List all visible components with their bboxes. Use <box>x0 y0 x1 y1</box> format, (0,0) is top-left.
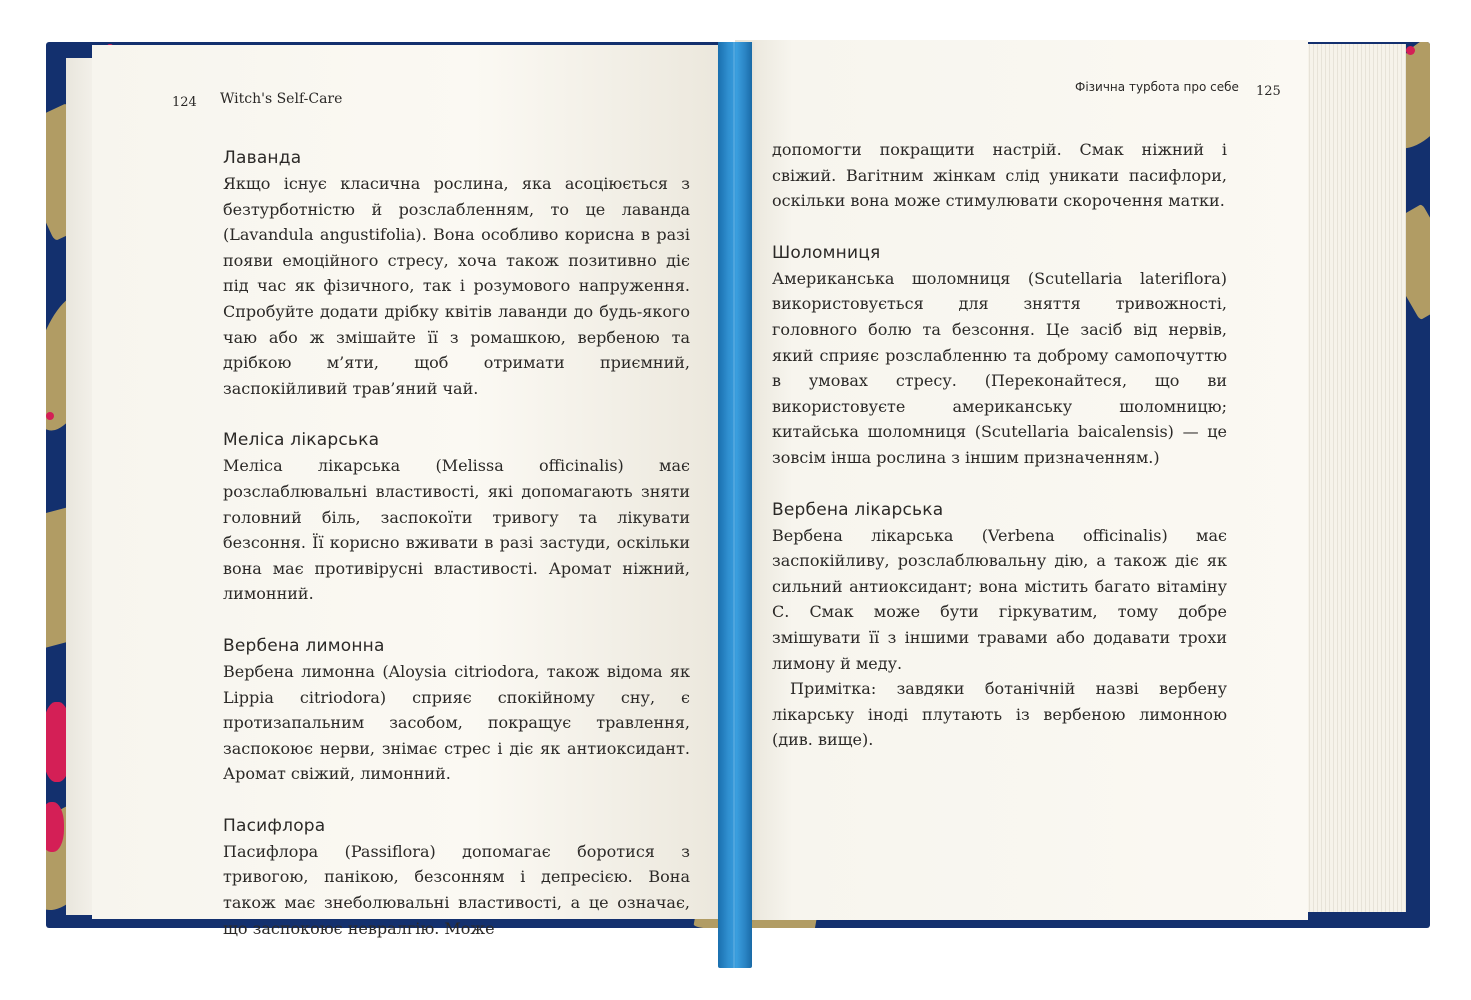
bookmark-ribbon-highlight <box>733 42 735 968</box>
cover-berry-decoration <box>46 412 54 420</box>
section-text: Вербена лимонна (Aloysia citriodora, також відома як Lippia citriodora) сприяє спокійному сну, є протизапальним засобом, покращує травлення, заспокоює нерви, знімає стрес і діє як антиоксидант. Аромат свіжий, лимонний. <box>223 661 690 784</box>
continuation-text: допомогти покращити настрій. Смак ніжний і свіжий. Вагітним жінкам слід уникати пасифлори, оскільки вона може стимулювати скорочення матки. <box>772 140 1227 211</box>
section-skullcap <box>772 240 1227 471</box>
section-vervain <box>772 497 1227 753</box>
left-page <box>92 45 730 938</box>
section-heading: Вербена лікарська <box>772 499 944 520</box>
left-page-number: 124 <box>172 95 197 110</box>
right-page-body <box>772 137 1227 753</box>
right-running-title: Фізична турбота про себе <box>1075 80 1239 94</box>
section-lemon-verbena <box>223 633 690 787</box>
section-text: Меліса лікарська (Melissa officinalis) має розслаблювальні властивості, які допомагають зняти головний біль, заспокоїти тривогу та лікувати безсоння. Її корисно вживати в разі застуди, оскільки вона має противірусні властивості. Аромат ніжний, лимонний. <box>223 456 690 604</box>
section-lemon-balm <box>223 427 690 607</box>
section-continuation <box>772 137 1227 214</box>
section-heading: Шоломниця <box>772 242 881 263</box>
left-running-title: Witch's Self-Care <box>220 91 343 107</box>
right-page-number: 125 <box>1256 84 1281 99</box>
section-heading: Лаванда <box>223 148 302 168</box>
section-passiflora <box>223 813 690 941</box>
section-text: Пасифлора (Passiflora) допомагає боротися з тривогою, панікою, безсонням і депресією. Вона також має знеболювальні властивості, а це означає, що заспокоює невралгію. Може <box>223 841 690 938</box>
section-heading: Пасифлора <box>223 815 326 836</box>
section-heading: Вербена лимонна <box>223 635 385 656</box>
section-text: Американська шоломниця (Scutellaria lateriflora) використовується для зняття тривожності, головного болю та безсоння. Це засіб від нервів, який сприяє розслабленню та доброму самопочуттю в умовах стресу. (Переконайтеся, що ви використовуєте американську шоломницю; китайська шоломниця (Scutellaria baicalensis) — це зовсім інша рослина з іншим призначенням.) <box>772 268 1227 467</box>
right-page <box>735 40 1308 920</box>
cover-berry-decoration <box>1406 46 1415 55</box>
left-page-body <box>223 145 690 967</box>
section-heading: Меліса лікарська <box>223 430 380 451</box>
section-text: Якщо існує класична рослина, яка асоціюється з безтурботністю й розслабленням, то це лаванда (Lavandula angustifolia). Вона особливо корисна в разі появи емоційного стресу, хоча також позитивно діє під час як фізичного, так і розумового напруження. Спробуйте додати дрібку квітів лаванди до будь-якого чаю або ж змішайте її з ромашкою, вербеною та дрібкою м’яти, щоб отримати приємний, заспокійливий трав’яний чай. <box>223 174 690 398</box>
section-lavender <box>223 145 690 401</box>
note-text: Примітка: завдяки ботанічній назві вербену лікарську іноді плутають із вербеною лимонною (див. вище). <box>772 679 1227 750</box>
bookmark-ribbon[interactable] <box>718 42 752 968</box>
section-text: Вербена лікарська (Verbena officinalis) має заспокійливу, розслаблювальну дію, а також діє як сильний антиоксидант; вона містить багато вітаміну С. Смак може бути гіркуватим, тому добре змішувати її з іншими травами або додавати трохи лимону й меду. <box>772 525 1227 673</box>
